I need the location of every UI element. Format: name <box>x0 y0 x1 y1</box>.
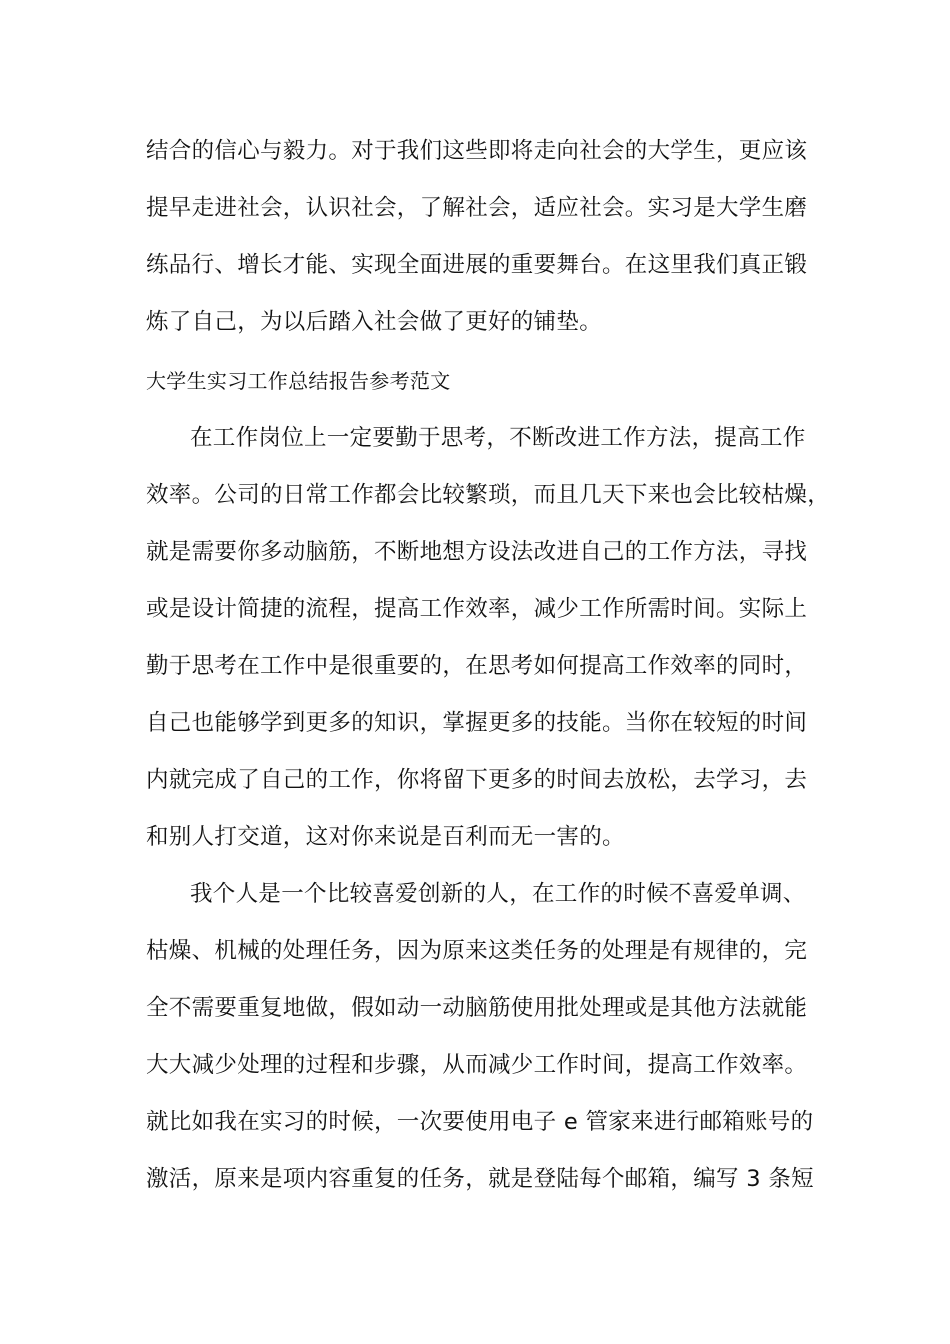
paragraph-line: 激活，原来是项内容重复的任务，就是登陆每个邮箱，编写 3 条短 <box>146 1166 814 1192</box>
paragraph-line: 枯燥、机械的处理任务，因为原来这类任务的处理是有规律的，完 <box>146 938 808 964</box>
paragraph-line: 就是需要你多动脑筋，不断地想方设法改进自己的工作方法，寻找 <box>146 539 808 565</box>
paragraph-line: 勤于思考在工作中是很重要的，在思考如何提高工作效率的同时， <box>146 653 808 679</box>
paragraph-line: 我个人是一个比较喜爱创新的人，在工作的时候不喜爱单调、 <box>190 881 806 907</box>
paragraph-line: 在工作岗位上一定要勤于思考，不断改进工作方法，提高工作 <box>190 425 806 451</box>
paragraph-line: 全不需要重复地做，假如动一动脑筋使用批处理或是其他方法就能 <box>146 995 808 1021</box>
paragraph-line: 练品行、增长才能、实现全面进展的重要舞台。在这里我们真正锻 <box>146 252 808 278</box>
paragraph-line: 和别人打交道，这对你来说是百利而无一害的。 <box>146 824 625 850</box>
paragraph-line: 效率。公司的日常工作都会比较繁琐，而且几天下来也会比较枯燥， <box>146 482 831 508</box>
paragraph-line: 炼了自己，为以后踏入社会做了更好的铺垫。 <box>146 309 603 335</box>
paragraph-line: 自己也能够学到更多的知识，掌握更多的技能。当你在较短的时间 <box>146 710 808 736</box>
section-heading: 大学生实习工作总结报告参考范文 <box>146 369 451 393</box>
paragraph-line: 大大减少处理的过程和步骤，从而减少工作时间，提高工作效率。 <box>146 1052 808 1078</box>
paragraph-line: 或是设计简捷的流程，提高工作效率，减少工作所需时间。实际上 <box>146 596 808 622</box>
paragraph-line: 结合的信心与毅力。对于我们这些即将走向社会的大学生，更应该 <box>146 138 808 164</box>
paragraph-line: 内就完成了自己的工作，你将留下更多的时间去放松，去学习，去 <box>146 767 808 793</box>
paragraph-line: 提早走进社会，认识社会，了解社会，适应社会。实习是大学生磨 <box>146 195 808 221</box>
paragraph-line: 就比如我在实习的时候，一次要使用电子 e 管家来进行邮箱账号的 <box>146 1109 814 1135</box>
